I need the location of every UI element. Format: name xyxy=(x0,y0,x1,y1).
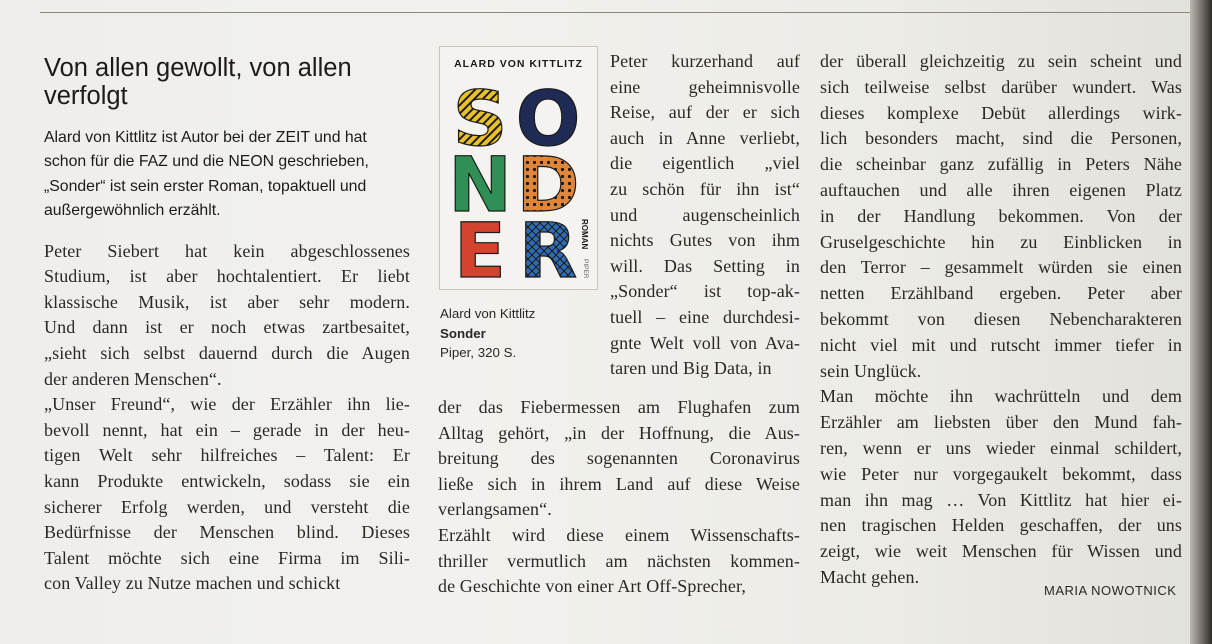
body-text-col1 xyxy=(44,239,410,597)
text-line: die scheinbar ganz zufällig in Peters Nähe xyxy=(820,154,1182,175)
text-line: auch in Anne verliebt, xyxy=(610,127,800,148)
headline: Von allen gewollt, von allen verfolgt xyxy=(44,54,352,110)
column-1 xyxy=(44,54,410,597)
text-line: taren und Big Data, in xyxy=(610,358,772,379)
text-line: gnte Welt voll von Ava- xyxy=(610,332,800,353)
text-line: sicherer Erfolg werden, und versteht die xyxy=(44,496,410,517)
caption-author: Alard von Kittlitz xyxy=(440,306,536,321)
cover-letter-o: O xyxy=(515,74,581,163)
text-line: Studium, ist aber hochtalentiert. Er liebt xyxy=(44,266,410,287)
text-line: nen tragischen Helden geschaffen, der uns xyxy=(820,515,1182,536)
text-line: „Sonder“ ist top-ak- xyxy=(610,281,800,302)
text-line: verlangsamen“. xyxy=(438,499,552,520)
top-rule xyxy=(40,12,1190,13)
text-line: Gruselgeschichte hin zu Einblicken in xyxy=(820,231,1182,252)
text-line: Bedürfnisse der Menschen blind. Dieses xyxy=(44,522,410,543)
text-line: de Geschichte von einer Art Off-Sprecher, xyxy=(438,576,746,597)
text-line: tigen Welt sehr hilfreiches – Talent: Er xyxy=(44,445,410,466)
text-line: man ihn mag … Von Kittlitz hat hier ei- xyxy=(820,489,1182,510)
column-3 xyxy=(820,49,1182,591)
text-line: die eigentlich „viel xyxy=(610,153,800,174)
cover-letter-r: R xyxy=(518,206,578,289)
text-line: auftauchen und alle ihren eigenen Platz xyxy=(820,179,1182,200)
text-line: wie Peter nur vorgegaukelt bekommt, dass xyxy=(820,463,1182,484)
cover-author: ALARD VON KITTLITZ xyxy=(454,58,583,70)
column-2-bottom xyxy=(438,395,800,600)
text-line: bekommt von diesen Nebencharakteren xyxy=(820,308,1182,329)
text-line: sein Unglück. xyxy=(820,360,922,381)
text-line: netten Erzählband ergeben. Peter aber xyxy=(820,283,1182,304)
text-line: den Terror – gesammelt würden sie einen xyxy=(820,257,1182,278)
text-line: Talent möchte sich eine Firma im Sili- xyxy=(44,547,410,568)
text-line: dieses komplexe Debüt allerdings wirk- xyxy=(820,102,1182,123)
text-line: in der Handlung bekommen. Von der xyxy=(820,205,1182,226)
text-line: lich besonders macht, sind die Personen, xyxy=(820,128,1182,149)
text-line: ren, wenn er uns wieder einmal schildert, xyxy=(820,437,1182,458)
text-line: thriller vermutlich am nächsten kommen- xyxy=(438,550,800,571)
body-text-col2-top xyxy=(610,49,800,382)
text-line: der anderen Menschen“. xyxy=(44,368,222,389)
text-line: nichts Gutes von ihm xyxy=(610,230,800,251)
cover-letter-s: S xyxy=(452,74,508,163)
text-line: kann Produkte entwickeln, sodass sie ein xyxy=(44,470,410,491)
text-line: Peter kurzerhand auf xyxy=(610,51,800,71)
text-line: Und dann ist er noch etwas zartbesaitet, xyxy=(44,317,410,338)
text-line: Erzähler am liebsten über den Mund fah- xyxy=(820,412,1182,433)
text-line: Reise, auf der er sich xyxy=(610,102,800,123)
cover-letter-d: D xyxy=(516,140,580,229)
text-line: breitung des sogenannten Coronavirus xyxy=(438,448,800,469)
text-line: der das Fiebermessen am Flughafen zum xyxy=(438,397,800,417)
text-line: nicht viel mit und rutscht immer tiefer in xyxy=(820,334,1182,355)
text-line: zu schön für ihn ist“ xyxy=(610,178,800,199)
text-line: „sieht sich selbst dauernd durch die Augen xyxy=(44,343,410,363)
text-line: ließe sich in ihrem Land auf diese Weise xyxy=(438,473,800,494)
text-line: Man möchte ihn wachrütteln und dem xyxy=(820,386,1182,407)
page-edge-shadow xyxy=(1190,0,1212,644)
body-text-col3 xyxy=(820,49,1182,591)
text-line: eine geheimnisvolle xyxy=(610,76,800,97)
text-line: Erzählt wird diese einem Wissenschafts- xyxy=(438,524,800,545)
cover-publisher-mark: PIPER xyxy=(582,259,589,279)
text-line: will. Das Setting in xyxy=(610,255,800,276)
text-line: „Unser Freund“, wie der Erzähler ihn lie- xyxy=(44,394,410,415)
body-text-col2-bottom xyxy=(438,395,800,600)
cover-roman-label: ROMAN xyxy=(580,219,589,250)
text-line: klassische Musik, ist aber sehr modern. xyxy=(44,291,410,312)
lead-paragraph: Alard von Kittlitz ist Autor bei der ZEIT und hat schon für die FAZ und die NEON geschrieben, „Sonder“ ist sein erster Roman, topaktuell und außergewöhnlich erzählt. xyxy=(44,129,369,220)
text-line: Alltag gehört, „in der Hoffnung, die Aus- xyxy=(438,422,800,443)
text-line: sich teilweise selbst darüber wundert. Was xyxy=(820,76,1182,97)
cover-letter-n: N xyxy=(448,140,512,229)
caption-publisher: Piper, 320 S. xyxy=(440,345,517,360)
column-2-top xyxy=(610,49,800,382)
book-caption xyxy=(440,304,600,363)
book-cover xyxy=(439,46,598,290)
text-line: Macht gehen. xyxy=(820,566,920,587)
text-line: tuell – eine durchdesi- xyxy=(610,306,800,327)
text-line: Peter Siebert hat kein abgeschlossenes xyxy=(44,240,410,261)
cover-artwork xyxy=(440,47,597,289)
text-line: und augenscheinlich xyxy=(610,204,800,225)
author-byline: MARIA NOWOTNICK xyxy=(1044,583,1177,598)
text-line: zeigt, wie weit Menschen für Wissen und xyxy=(820,541,1182,562)
cover-letter-e: E xyxy=(454,206,506,289)
text-line: der überall gleichzeitig zu sein scheint und xyxy=(820,51,1182,71)
text-line: bevoll nennt, hat ein – gerade in der heu- xyxy=(44,419,410,440)
text-line: con Valley zu Nutze machen und schickt xyxy=(44,573,341,594)
caption-title: Sonder xyxy=(440,325,486,341)
